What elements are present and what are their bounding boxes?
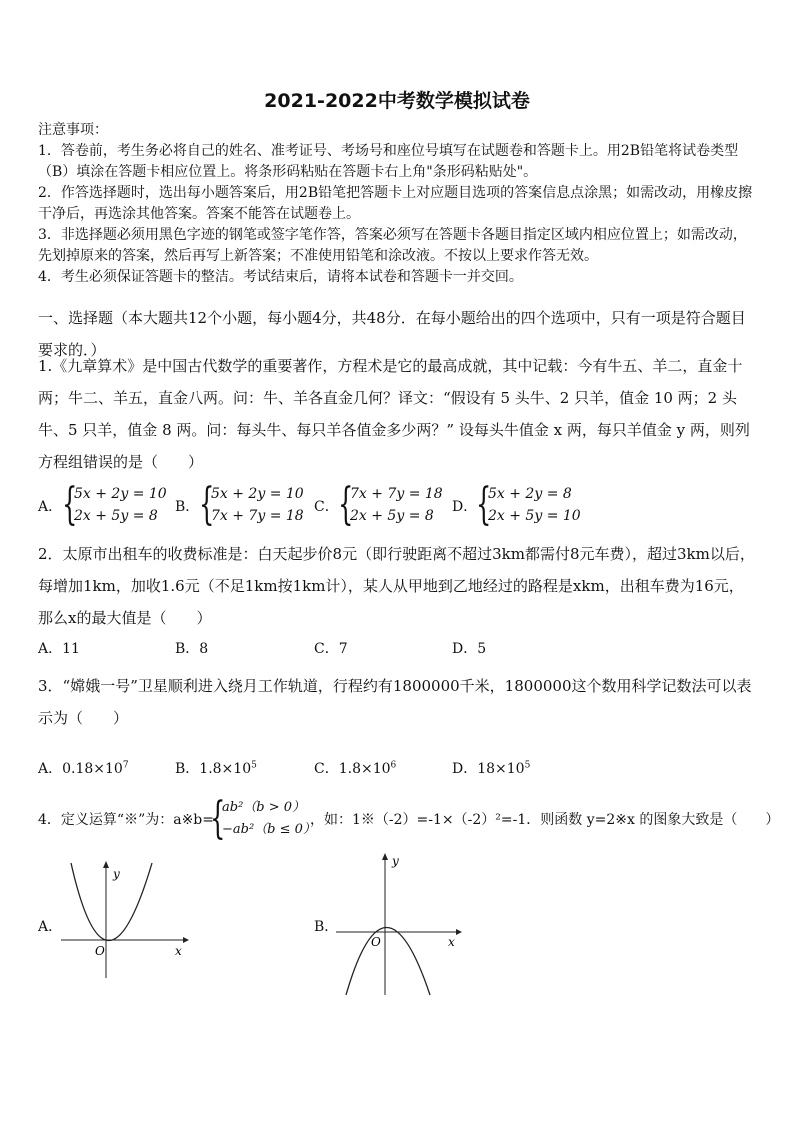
graph-a-x-label: x — [175, 944, 182, 958]
q2-option-a: A．11 — [38, 641, 80, 657]
q4-graph-b — [330, 850, 470, 1000]
q4-case1: ab²（b > 0） — [222, 800, 306, 815]
question-4-suffix: ，如：1※（-2）=-1×（-2）²=-1．则函数 y=2※x 的图象大致是（ ） — [310, 812, 780, 828]
question-3 — [38, 670, 758, 734]
q2-option-b: B．8 — [175, 641, 209, 657]
q3-b-label: B． — [175, 761, 200, 777]
q1-c-eq2: 2x + 5y = 8 — [350, 508, 434, 524]
q1-d-eq1: 5x + 2y = 8 — [488, 486, 572, 502]
q4-graph-b-label: B． — [314, 919, 339, 935]
graph-b-x-arrow — [456, 929, 462, 935]
q3-a-exp: 7 — [122, 760, 129, 771]
question-4: 4．定义运算“※”为：a※b= { ab²（b > 0） −ab²（b ≤ 0） ，如：1※（-2）=-1×（-2）²=-1．则函数 y=2※x 的图象大致是（ ） — [38, 793, 780, 844]
question-1-text: 1.《九章算术》是中国古代数学的重要著作，方程术是它的最高成就，其中记载：今有牛五、羊二，直金十两；牛二、羊五，直金八两。问：牛、羊各直金几何？译文：“假设有 5 头牛、2 只羊，值金 10 两；2 头牛、5 只羊，值金 8 两。问：每头牛、每只羊各值金多少两？” 设每头牛值金 x 两，每只羊值金 y 两，则列方程组错误的是（ ） — [38, 357, 750, 471]
q2-option-d: D．5 — [452, 641, 487, 657]
q3-option-c — [314, 758, 396, 778]
q3-option-b — [175, 758, 257, 778]
question-1 — [38, 350, 758, 478]
graph-b-origin-label: O — [371, 935, 381, 949]
q3-option-a — [38, 758, 129, 778]
page-title: 2021-2022中考数学模拟试卷 — [264, 90, 530, 112]
q4-graph-a — [55, 858, 195, 983]
q3-b-base: 1.8×10 — [199, 761, 252, 777]
q1-option-a-label: A． — [38, 499, 63, 515]
notice-heading: 注意事项： — [38, 122, 108, 138]
graph-a-parabola — [71, 863, 152, 941]
question-3-text: 3．“嫦娥一号”卫星顺利进入绕月工作轨道，行程约有1800000千米，1800000这个数用科学记数法可以表示为（ ） — [38, 677, 752, 727]
q1-a-eq1: 5x + 2y = 10 — [74, 486, 167, 502]
q3-d-base: 18×10 — [477, 761, 525, 777]
graph-b-y-label: y — [392, 854, 399, 868]
q1-option-d-label: D． — [452, 499, 478, 515]
q3-c-base: 1.8×10 — [338, 761, 391, 777]
q1-b-eq2: 7x + 7y = 18 — [211, 508, 304, 524]
q3-d-exp: 5 — [524, 760, 531, 771]
q3-d-label: D． — [452, 761, 478, 777]
q3-c-exp: 6 — [390, 760, 397, 771]
q2-option-c: C．7 — [314, 641, 348, 657]
graph-a-y-label: y — [113, 867, 120, 881]
q3-option-d — [452, 758, 530, 778]
question-1-options: A． { 5x + 2y = 10 2x + 5y = 8 B． { 5x + 2y = 10 7x + 7y = 18 C． { 7x + 7y = 18 2x + 5y = 8 D． { 5x + 2y = 8 2x + 5y = 10 — [38, 479, 581, 530]
graph-b-x-label: x — [448, 935, 455, 949]
notice-item-1: 1．答卷前，考生务必将自己的姓名、准考证号、考场号和座位号填写在试题卷和答题卡上。用2B铅笔将试卷类型（B）填涂在答题卡相应位置上。将条形码粘贴在答题卡右上角"条形码粘贴处"。 — [38, 143, 739, 180]
q3-a-base: 0.18×10 — [62, 761, 123, 777]
q1-d-eq2: 2x + 5y = 10 — [488, 508, 581, 524]
notice-item-2: 2．作答选择题时，选出每小题答案后，用2B铅笔把答题卡上对应题目选项的答案信息点涂黑；如需改动，用橡皮擦干净后，再选涂其他答案。答案不能答在试题卷上。 — [38, 185, 753, 222]
notice-item-4: 4．考生必须保证答题卡的整洁。考试结束后，请将本试卷和答题卡一并交回。 — [38, 269, 523, 285]
graph-b-y-arrow — [382, 853, 388, 860]
q1-option-c-label: C． — [314, 499, 339, 515]
question-2-text: 2．太原市出租车的收费标准是：白天起步价8元（即行驶距离不超过3km都需付8元车费），超过3km以后，每增加1km，加收1.6元（不足1km按1km计），某人从甲地到乙地经过的路程是xkm，出租车费为16元，那么x的最大值是（ ） — [38, 545, 755, 627]
section-1-text: 一、选择题（本大题共12个小题，每小题4分，共48分．在每小题给出的四个选项中，只有一项是符合题目要求的．） — [38, 309, 746, 359]
graph-a-y-arrow — [103, 861, 109, 868]
q3-c-label: C． — [314, 761, 339, 777]
q1-option-b-label: B． — [175, 499, 200, 515]
notice-block — [38, 120, 756, 288]
q4-case2: −ab²（b ≤ 0） — [222, 822, 316, 837]
q1-a-eq2: 2x + 5y = 8 — [74, 508, 158, 524]
graph-a-x-arrow — [183, 937, 189, 943]
q1-b-eq1: 5x + 2y = 10 — [211, 486, 304, 502]
notice-item-3: 3．非选择题必须用黑色字迹的钢笔或签字笔作答，答案必须写在答题卡各题目指定区域内相应位置上；如需改动，先划掉原来的答案，然后再写上新答案；不准使用铅笔和涂改液。不按以上要求作答无效。 — [38, 227, 747, 264]
question-2 — [38, 538, 758, 634]
graph-a-origin-label: O — [95, 944, 105, 958]
q4-graph-a-label: A． — [38, 919, 63, 935]
graph-b-parabola — [346, 928, 430, 996]
q3-b-exp: 5 — [251, 760, 257, 771]
q3-a-label: A． — [38, 761, 63, 777]
q1-c-eq1: 7x + 7y = 18 — [350, 486, 443, 502]
question-4-prefix: 4．定义运算“※”为：a※b= — [38, 812, 214, 828]
